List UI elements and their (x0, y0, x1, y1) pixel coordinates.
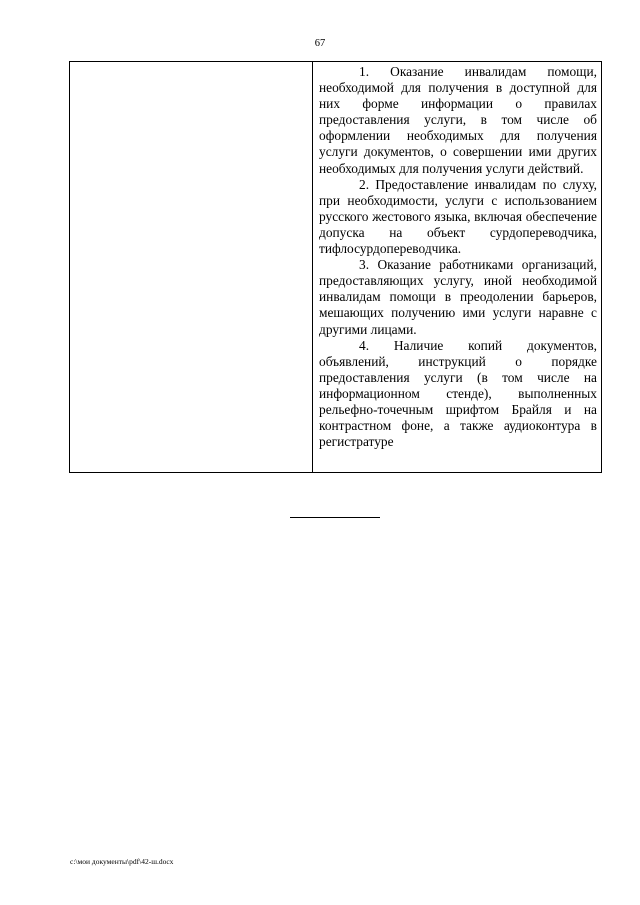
file-path: c:\мои документы\pdf\42-ш.docx (70, 857, 174, 866)
list-item-3: 3. Оказание работниками организаций, предоставляющих услугу, иной необходимой инвалидам помощи в преодолении барьеров, мешающих получению ими услуги наравне с другими лицами. (319, 257, 597, 337)
list-item-1: 1. Оказание инвалидам помощи, необходимой для получения в доступной для них форме информации о правилах предоставления услуги, в том числе об оформлении необходимых для получения услуги документов, о совершении ими других необходимых для получения услуги действий. (319, 64, 597, 176)
list-item-4: 4. Наличие копий документов, объявлений, инструкций о порядке предоставления услуги (в том числе на информационном стенде), выполненных рельефно-точечным шрифтом Брайля и на контрастном фоне, а также аудиоконтура в регистратуре (319, 337, 597, 450)
document-table (69, 61, 602, 473)
table-cell-right (313, 62, 601, 472)
table-cell-left (70, 62, 313, 472)
page-number: 67 (314, 38, 326, 49)
list-item-2: 2. Предоставление инвалидам по слуху, при необходимости, услуги с использованием русского жестового языка, включая обеспечение допуска на объект сурдопереводчика, тифлосурдопереводчика. (319, 176, 597, 257)
separator-line (290, 517, 380, 518)
